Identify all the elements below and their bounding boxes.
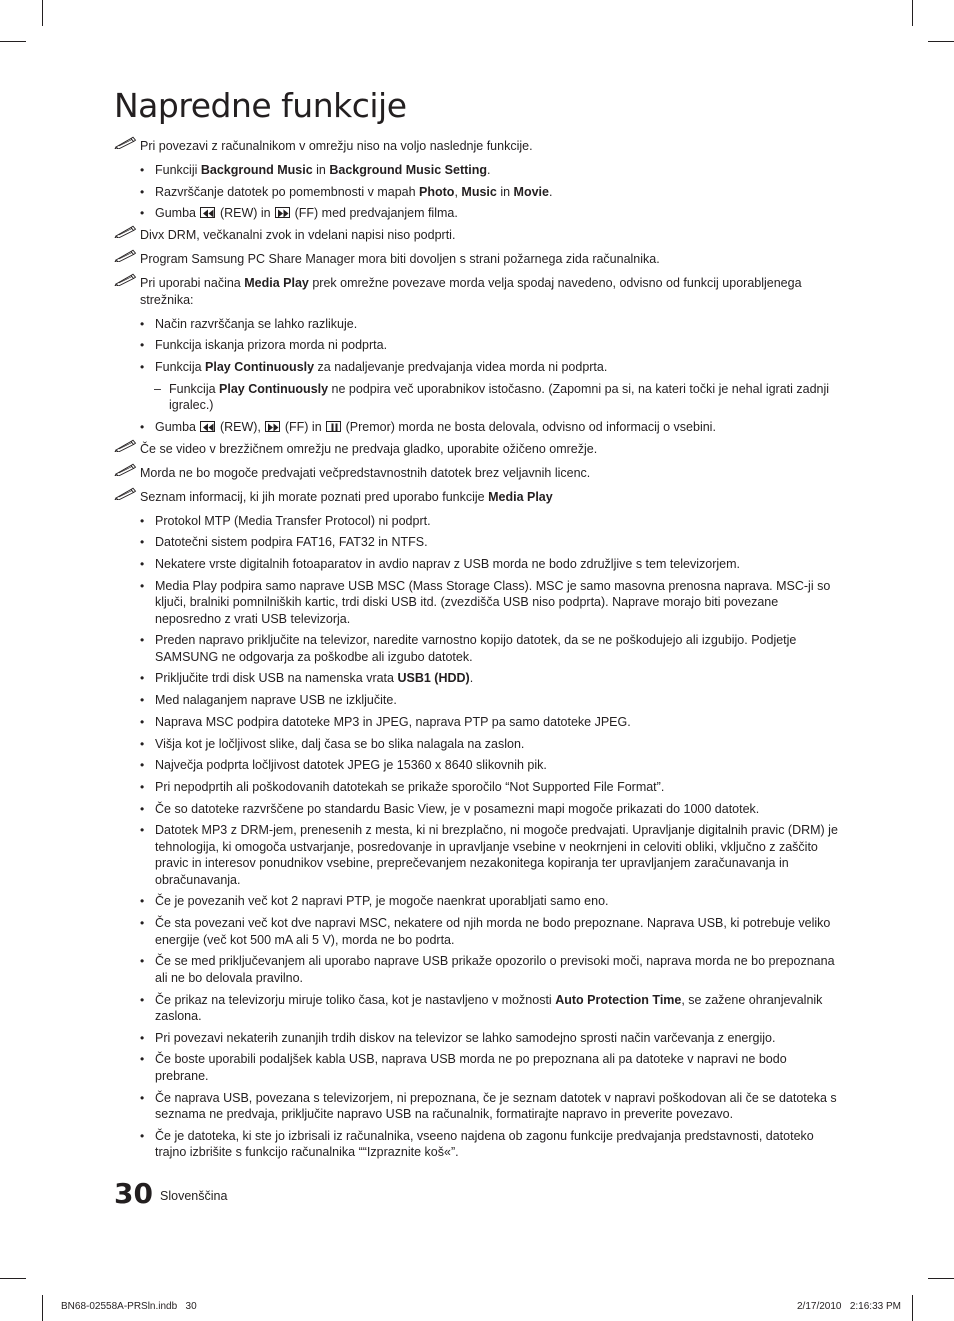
note-item: Če se video v brezžičnem omrežju ne predvaja gladko, uporabite ožičeno omrežje.: [113, 441, 843, 458]
pencil-note-icon: [114, 224, 138, 238]
crop-mark: [0, 1278, 26, 1279]
crop-mark: [912, 1295, 913, 1321]
list-item: • Gumba (REW) in (FF) med predvajanjem filma.: [113, 205, 843, 222]
crop-mark: [912, 0, 913, 26]
pencil-note-icon: [114, 438, 138, 452]
list-item: • Razvrščanje datotek po pomembnosti v mapah Photo, Music in Movie.: [113, 184, 843, 201]
content-body: [113, 138, 843, 1166]
list-item: • Preden napravo priključite na televizor, naredite varnostno kopijo datotek, da se ne poškodujejo ali izgubijo. Podjetje SAMSUNG ne odgovarja za poškodbe ali izgubo datotek.: [113, 632, 843, 665]
list-item: • Gumba (REW), (FF) in (Premor) morda ne bosta delovala, odvisno od informacij o vsebini.: [113, 419, 843, 436]
list-item: • Če so datoteke razvrščene po standardu Basic View, je v posamezni mapi mogoče prikazati do 1000 datotek.: [113, 801, 843, 818]
crop-mark: [42, 1295, 43, 1321]
page-number: 30: [114, 1177, 153, 1210]
list-item: • Funkciji Background Music in Background Music Setting.: [113, 162, 843, 179]
rewind-icon: [200, 421, 215, 432]
crop-mark: [0, 41, 26, 42]
list-item: • Če se med priključevanjem ali uporabo naprave USB prikaže opozorilo o previsoki moči, naprava morda ne bo prepoznana ali ne bo delovala pravilno.: [113, 953, 843, 986]
list-item: • Funkcija iskanja prizora morda ni podprta.: [113, 337, 843, 354]
language-label: Slovenščina: [160, 1189, 228, 1203]
list-item: • Datotečni sistem podpira FAT16, FAT32 in NTFS.: [113, 534, 843, 551]
page-title: Napredne funkcije: [114, 86, 407, 125]
pause-icon: [326, 421, 341, 432]
note-item: Divx DRM, večkanalni zvok in vdelani napisi niso podprti.: [113, 227, 843, 244]
crop-mark: [42, 0, 43, 26]
list-item: • Nekatere vrste digitalnih fotoaparatov in avdio naprav z USB morda ne bodo združljive s tem televizorjem.: [113, 556, 843, 573]
note-item: Program Samsung PC Share Manager mora biti dovoljen s strani požarnega zida računalnika.: [113, 251, 843, 268]
rewind-icon: [200, 207, 215, 218]
list-item: • Če sta povezani več kot dve napravi MSC, nekatere od njih morda ne bodo prepoznane. Naprava USB, ki potrebuje veliko energije (več kot 500 mA ali 5 V), morda ne bo podrta.: [113, 915, 843, 948]
pencil-note-icon: [114, 248, 138, 262]
pencil-note-icon: [114, 135, 138, 149]
list-item: • Naprava MSC podpira datoteke MP3 in JPEG, naprava PTP pa samo datoteke JPEG.: [113, 714, 843, 731]
list-item: • Pri povezavi nekaterih zunanjih trdih diskov na televizor se lahko samodejno sprosti način varčevanja z energijo.: [113, 1030, 843, 1047]
list-item: • Višja kot je ločljivost slike, dalj časa se bo slika nalagala na zaslon.: [113, 736, 843, 753]
note-item: Pri povezavi z računalnikom v omrežju niso na voljo naslednje funkcije.: [113, 138, 843, 155]
pencil-note-icon: [114, 486, 138, 500]
list-item: • Funkcija Play Continuously za nadaljevanje predvajanja videa morda ni podprta.: [113, 359, 843, 376]
list-item: • Če prikaz na televizorju miruje toliko časa, kot je nastavljeno v možnosti Auto Protection Time, se zažene ohranjevalnik zaslona.: [113, 992, 843, 1025]
crop-mark: [928, 1278, 954, 1279]
list-item: • Protokol MTP (Media Transfer Protocol) ni podprt.: [113, 513, 843, 530]
footer-file-name: BN68-02558A-PRSln.indb 30: [61, 1301, 197, 1312]
sub-list-item: – Funkcija Play Continuously ne podpira več uporabnikov istočasno. (Zapomni pa si, na kateri točki je nehal igrati zadnji igralec.): [113, 381, 843, 414]
fast-forward-icon: [275, 207, 290, 218]
footer-date-time: 2/17/2010 2:16:33 PM: [797, 1301, 901, 1312]
list-item: • Media Play podpira samo naprave USB MSC (Mass Storage Class). MSC je samo masovna prenosna naprava. MSC-ji so ključi, bralniki pomnilniških kartic, trdi diski USB itd. (zvezdišča USB niso podprta). Naprave morajo biti povezane neposredno z vrati USB televizorja.: [113, 578, 843, 628]
list-item: • Način razvrščanja se lahko razlikuje.: [113, 316, 843, 333]
list-item: • Pri nepodprtih ali poškodovanih datotekah se prikaže sporočilo “Not Supported File Format”.: [113, 779, 843, 796]
list-item: • Če naprava USB, povezana s televizorjem, ni prepoznana, če je seznam datotek v napravi poškodovan ali če se datoteka s seznama ne predvaja, priključite napravo USB na računalnik, formatirajte napravo in preverite povezavo.: [113, 1090, 843, 1123]
crop-mark: [928, 41, 954, 42]
list-item: • Datotek MP3 z DRM-jem, prenesenih z mesta, ki ni brezplačno, ni mogoče predvajati. Upravljanje digitalnih pravic (DRM) je tehnologija, ki omogoča ustvarjanje, posredovanje in upravljanje vsebine v neokrnjeni in celoviti obliki, vključno z zaščito pravic in interesov ponudnikov vsebine, preprečevanjem nezakonitega kopiranja ter upravljanjem zaračunavanja in obračunavanja.: [113, 822, 843, 888]
note-item: Seznam informacij, ki jih morate poznati pred uporabo funkcije Media Play: [113, 489, 843, 506]
note-item: Pri uporabi načina Media Play prek omrežne povezave morda velja spodaj navedeno, odvisno od funkcij uporabljenega strežnika:: [113, 275, 843, 308]
list-item: • Priključite trdi disk USB na namenska vrata USB1 (HDD).: [113, 670, 843, 687]
note-item: Morda ne bo mogoče predvajati večpredstavnostnih datotek brez veljavnih licenc.: [113, 465, 843, 482]
pencil-note-icon: [114, 272, 138, 286]
pencil-note-icon: [114, 462, 138, 476]
list-item: • Če boste uporabili podaljšek kabla USB, naprava USB morda ne po prepoznana ali pa datoteke v napravi ne bodo prebrane.: [113, 1051, 843, 1084]
list-item: • Če je povezanih več kot 2 napravi PTP, je mogoče naenkrat uporabljati samo eno.: [113, 893, 843, 910]
fast-forward-icon: [265, 421, 280, 432]
list-item: • Med nalaganjem naprave USB ne izključite.: [113, 692, 843, 709]
list-item: • Največja podprta ločljivost datotek JPEG je 15360 x 8640 slikovnih pik.: [113, 757, 843, 774]
list-item: • Če je datoteka, ki ste jo izbrisali iz računalnika, vseeno najdena ob zagonu funkcije predvajanja predstavnosti, datoteko trajno izbrišite s funkcijo računalnika ““Izpraznite koš«”.: [113, 1128, 843, 1161]
